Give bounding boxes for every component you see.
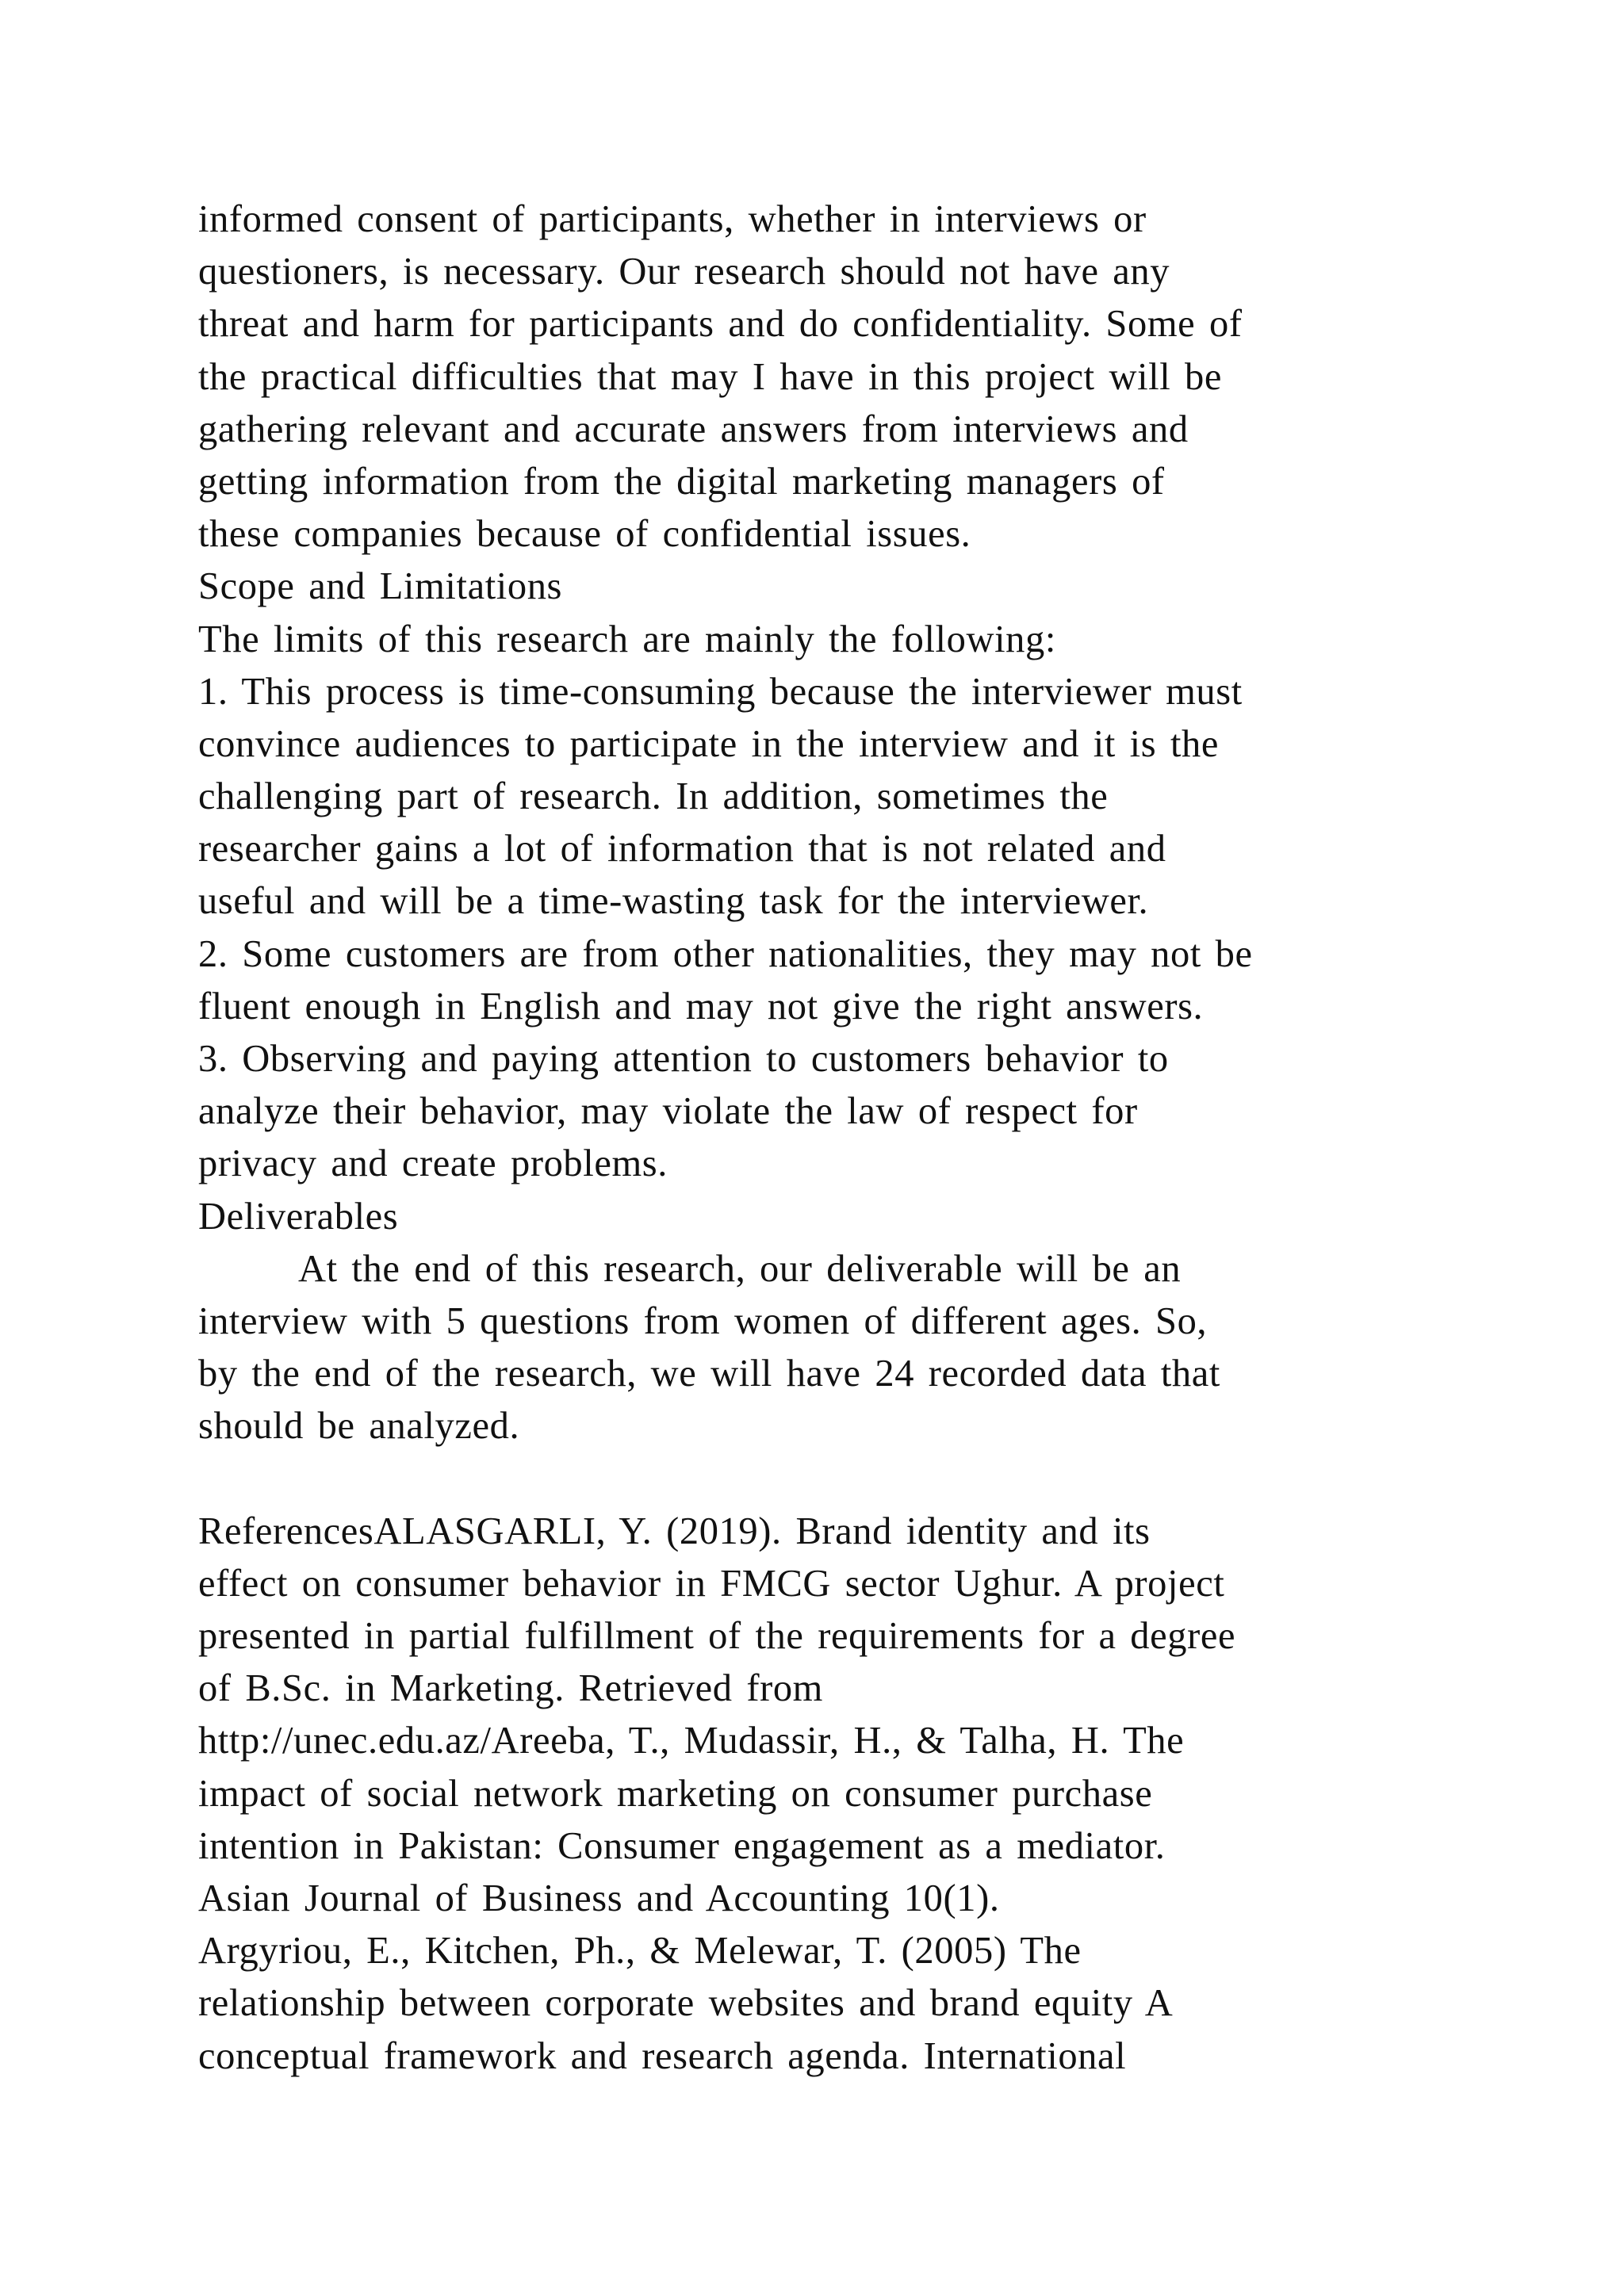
reference-line: Argyriou, E., Kitchen, Ph., & Melewar, T. (2005) The (198, 1930, 1082, 1973)
text-line: these companies because of confidential issues. (198, 513, 971, 556)
reference-line: presented in partial fulfillment of the requirements for a degree (198, 1615, 1236, 1658)
text-line: convince audiences to participate in the interview and it is the (198, 722, 1219, 765)
text-line: fluent enough in English and may not give the right answers. (198, 985, 1204, 1027)
scope-paragraph (198, 614, 1507, 1191)
text-line: researcher gains a lot of information that is not related and (198, 828, 1166, 871)
reference-line: relationship between corporate websites and brand equity A (198, 1982, 1174, 2025)
document-body (198, 193, 1507, 2083)
text-line: At the end of this research, our deliverable will be an (298, 1247, 1182, 1290)
paragraph-gap (198, 1453, 1507, 1506)
deliverables-paragraph (198, 1243, 1507, 1453)
text-line: 2. Some customers are from other nationalities, they may not be (198, 932, 1253, 975)
text-line: gathering relevant and accurate answers from interviews and (198, 408, 1189, 450)
references-section (198, 1506, 1507, 2083)
reference-line: impact of social network marketing on consumer purchase (198, 1772, 1153, 1815)
text-line: useful and will be a time-wasting task for the interviewer. (198, 880, 1149, 923)
text-line: challenging part of research. In addition, sometimes the (198, 775, 1109, 818)
reference-line: of B.Sc. in Marketing. Retrieved from (198, 1667, 824, 1710)
text-line: by the end of the research, we will have 24 recorded data that (198, 1353, 1220, 1395)
reference-line: effect on consumer behavior in FMCG sector Ughur. A project (198, 1562, 1225, 1605)
ethics-paragraph (198, 193, 1507, 561)
text-line: threat and harm for participants and do confidentiality. Some of (198, 303, 1243, 346)
text-line: 3. Observing and paying attention to customers behavior to (198, 1038, 1169, 1080)
heading-scope-and-limitations: Scope and Limitations (198, 565, 563, 608)
text-line: getting information from the digital marketing managers of (198, 460, 1165, 503)
text-line: questioners, is necessary. Our research should not have any (198, 251, 1170, 293)
text-line: 1. This process is time-consuming because the interviewer must (198, 670, 1243, 713)
text-line: informed consent of participants, whether in interviews or (198, 198, 1147, 240)
text-line: analyze their behavior, may violate the law of respect for (198, 1090, 1138, 1133)
reference-line: Asian Journal of Business and Accounting 10(1). (198, 1877, 1000, 1919)
heading-deliverables: Deliverables (198, 1195, 399, 1238)
text-line: interview with 5 questions from women of different ages. So, (198, 1299, 1208, 1342)
reference-line: http://unec.edu.az/Areeba, T., Mudassir, H., & Talha, H. The (198, 1720, 1185, 1762)
text-line: privacy and create problems. (198, 1142, 668, 1185)
text-line: should be analyzed. (198, 1405, 520, 1448)
reference-line: conceptual framework and research agenda. International (198, 2034, 1127, 2077)
text-line: the practical difficulties that may I have in this project will be (198, 355, 1222, 398)
reference-line: ReferencesALASGARLI, Y. (2019). Brand identity and its (198, 1510, 1151, 1552)
text-line: The limits of this research are mainly the following: (198, 618, 1056, 660)
reference-line: intention in Pakistan: Consumer engagement as a mediator. (198, 1824, 1166, 1867)
